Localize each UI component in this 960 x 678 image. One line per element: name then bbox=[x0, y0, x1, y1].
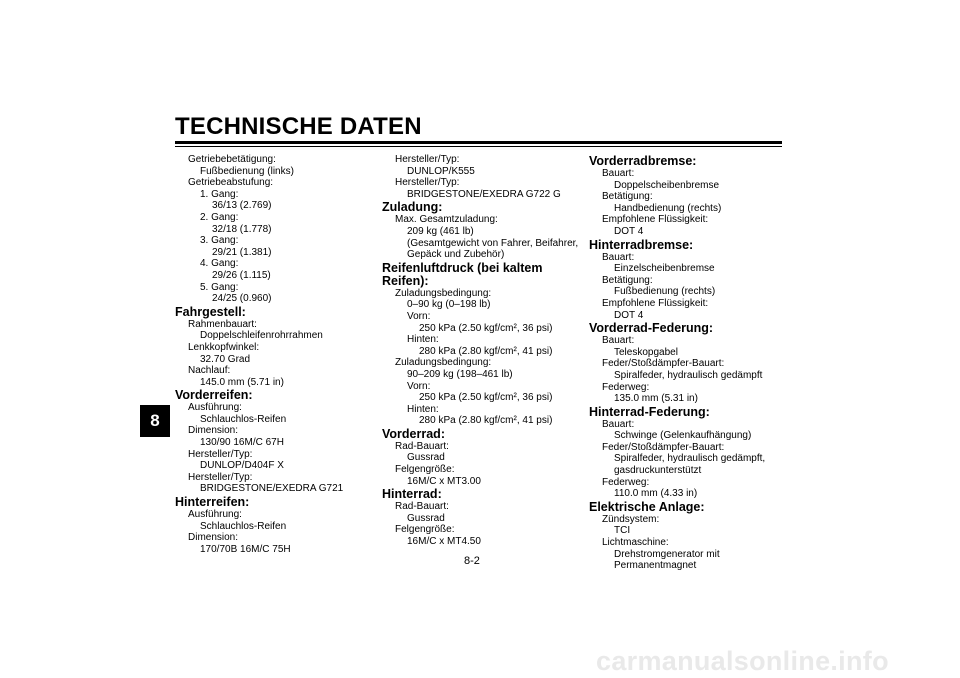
spec-label: Rahmenbauart: bbox=[188, 318, 257, 330]
spec-value: 16M/C x MT3.00 bbox=[407, 475, 481, 487]
spec-value: Schwinge (Gelenkaufhängung) bbox=[614, 430, 752, 442]
spec-label: Zuladungsbedingung: bbox=[395, 357, 492, 369]
spec-value: Doppelschleifenrohrrahmen bbox=[200, 330, 323, 342]
spec-value: Fußbedienung (links) bbox=[200, 165, 294, 177]
spec-label: Bauart: bbox=[602, 418, 635, 430]
spec-value: 135.0 mm (5.31 in) bbox=[614, 393, 698, 405]
spec-label: Zündsystem: bbox=[602, 513, 660, 525]
title-rule-thin bbox=[175, 146, 782, 147]
spec-label: Max. Gesamtzuladung: bbox=[395, 214, 498, 226]
page-title: TECHNISCHE DATEN bbox=[175, 113, 422, 140]
spec-label: Bauart: bbox=[602, 335, 635, 347]
spec-value: 250 kPa (2.50 kgf/cm², 36 psi) bbox=[419, 392, 553, 404]
section-heading: Vorderrad-Federung: bbox=[589, 321, 714, 336]
spec-value: Schlauchlos-Reifen bbox=[200, 520, 287, 532]
spec-value: Gussrad bbox=[407, 452, 445, 464]
watermark: carmanualsonline.info bbox=[596, 646, 889, 676]
spec-label: Ausführung: bbox=[188, 509, 242, 521]
spec-value: DUNLOP/D404F X bbox=[200, 460, 284, 472]
spec-value: Spiralfeder, hydraulisch gedämpft, bbox=[614, 453, 766, 465]
spec-label: Feder/Stoßdämpfer-Bauart: bbox=[602, 441, 725, 453]
spec-value: 145.0 mm (5.71 in) bbox=[200, 376, 284, 388]
page-number: 8-2 bbox=[464, 555, 480, 567]
spec-value: Hinten: bbox=[407, 403, 439, 415]
spec-value: BRIDGESTONE/EXEDRA G722 G bbox=[407, 188, 561, 200]
spec-label: Getriebebetätigung: bbox=[188, 154, 276, 165]
spec-label: Rad-Bauart: bbox=[395, 440, 449, 452]
spec-value: 209 kg (461 lb) bbox=[407, 225, 474, 237]
spec-label: Betätigung: bbox=[602, 191, 653, 203]
section-heading: Vorderrad: bbox=[382, 426, 445, 441]
spec-value: 2. Gang: bbox=[200, 211, 239, 223]
section-heading: Elektrische Anlage: bbox=[589, 499, 705, 514]
section-heading: Vorderradbremse: bbox=[589, 154, 697, 168]
spec-value: 29/26 (1.115) bbox=[212, 269, 271, 281]
spec-column-1 bbox=[175, 154, 375, 555]
spec-value: Fußbedienung (rechts) bbox=[614, 286, 716, 298]
spec-label: Empfohlene Flüssigkeit: bbox=[602, 297, 709, 309]
spec-value: Doppelscheibenbremse bbox=[614, 179, 720, 191]
spec-value: 29/21 (1.381) bbox=[212, 246, 272, 258]
spec-value: Vorn: bbox=[407, 310, 431, 322]
spec-label: Feder/Stoßdämpfer-Bauart: bbox=[602, 358, 725, 370]
spec-value: Gussrad bbox=[407, 512, 445, 524]
section-heading: Vorderreifen: bbox=[175, 388, 253, 403]
spec-value: 280 kPa (2.80 kgf/cm², 41 psi) bbox=[419, 415, 553, 427]
spec-label: Felgengröße: bbox=[395, 464, 455, 476]
spec-label: Felgengröße: bbox=[395, 524, 455, 536]
title-rule-thick bbox=[175, 141, 782, 144]
spec-value: 250 kPa (2.50 kgf/cm², 36 psi) bbox=[419, 322, 553, 334]
spec-value: Spiralfeder, hydraulisch gedämpft bbox=[614, 369, 763, 381]
spec-value: DOT 4 bbox=[614, 225, 644, 237]
spec-value: Handbedienung (rechts) bbox=[614, 202, 722, 214]
spec-value: 130/90 16M/C 67H bbox=[200, 437, 284, 449]
spec-value: 5. Gang: bbox=[200, 281, 239, 293]
spec-column-2 bbox=[382, 154, 582, 548]
spec-label: Hersteller/Typ: bbox=[188, 471, 253, 483]
spec-value: Schlauchlos-Reifen bbox=[200, 413, 287, 425]
spec-value: 24/25 (0.960) bbox=[212, 293, 272, 305]
spec-value: TCI bbox=[614, 525, 631, 537]
spec-label: Betätigung: bbox=[602, 274, 653, 286]
spec-value: 90–209 kg (198–461 lb) bbox=[407, 368, 513, 380]
section-heading: Hinterrad: bbox=[382, 487, 442, 502]
spec-value: 1. Gang: bbox=[200, 188, 239, 200]
spec-value: 280 kPa (2.80 kgf/cm², 41 psi) bbox=[419, 345, 553, 357]
spec-value: 3. Gang: bbox=[200, 235, 239, 247]
spec-label: Lichtmaschine: bbox=[602, 537, 669, 549]
spec-label: Bauart: bbox=[602, 168, 635, 179]
spec-value: gasdruckunterstützt bbox=[614, 465, 702, 477]
spec-value: Drehstromgenerator mit Permanentmagnet bbox=[614, 548, 720, 572]
chapter-tab: 8 bbox=[140, 405, 170, 437]
spec-value: Vorn: bbox=[407, 380, 431, 392]
spec-value: 16M/C x MT4.50 bbox=[407, 536, 481, 548]
spec-label: Rad-Bauart: bbox=[395, 501, 449, 513]
spec-label: Dimension: bbox=[188, 425, 239, 437]
spec-value: 36/13 (2.769) bbox=[212, 200, 272, 212]
spec-label: Empfohlene Flüssigkeit: bbox=[602, 214, 709, 226]
spec-label: Federweg: bbox=[602, 381, 650, 393]
spec-value: Teleskopgabel bbox=[614, 346, 678, 358]
section-heading: Fahrgestell: bbox=[175, 304, 246, 319]
spec-column-3 bbox=[589, 154, 789, 572]
section-heading: Zuladung: bbox=[382, 200, 443, 215]
spec-label: Hersteller/Typ: bbox=[395, 154, 460, 165]
spec-value: DUNLOP/K555 bbox=[407, 165, 475, 177]
section-heading: Hinterreifen: bbox=[175, 495, 250, 510]
spec-value: 32.70 Grad bbox=[200, 353, 251, 365]
section-heading: Hinterrad-Federung: bbox=[589, 404, 710, 419]
spec-label: Hersteller/Typ: bbox=[395, 177, 460, 189]
section-heading: Reifenluftdruck (bei kaltem Reifen): bbox=[382, 260, 543, 288]
spec-value: 0–90 kg (0–198 lb) bbox=[407, 299, 491, 311]
spec-label: Getriebeabstufung: bbox=[188, 177, 274, 189]
spec-value: 4. Gang: bbox=[200, 258, 239, 270]
spec-label: Bauart: bbox=[602, 251, 635, 263]
spec-label: Nachlauf: bbox=[188, 365, 231, 377]
spec-label: Zuladungsbedingung: bbox=[395, 287, 492, 299]
spec-label: Ausführung: bbox=[188, 402, 242, 414]
spec-value: Gepäck und Zubehör) bbox=[407, 249, 505, 261]
spec-value: 32/18 (1.778) bbox=[212, 223, 272, 235]
spec-value: Hinten: bbox=[407, 334, 439, 346]
spec-value: Einzelscheibenbremse bbox=[614, 263, 715, 275]
spec-value: (Gesamtgewicht von Fahrer, Beifahrer, bbox=[407, 237, 579, 249]
spec-value: BRIDGESTONE/EXEDRA G721 bbox=[200, 483, 344, 495]
section-heading: Hinterradbremse: bbox=[589, 237, 694, 252]
spec-value: DOT 4 bbox=[614, 309, 644, 321]
spec-label: Dimension: bbox=[188, 532, 239, 544]
spec-value: 110.0 mm (4.33 in) bbox=[614, 488, 698, 500]
spec-label: Hersteller/Typ: bbox=[188, 448, 253, 460]
spec-label: Lenkkopfwinkel: bbox=[188, 341, 260, 353]
spec-value: 170/70B 16M/C 75H bbox=[200, 543, 291, 555]
spec-label: Federweg: bbox=[602, 476, 650, 488]
